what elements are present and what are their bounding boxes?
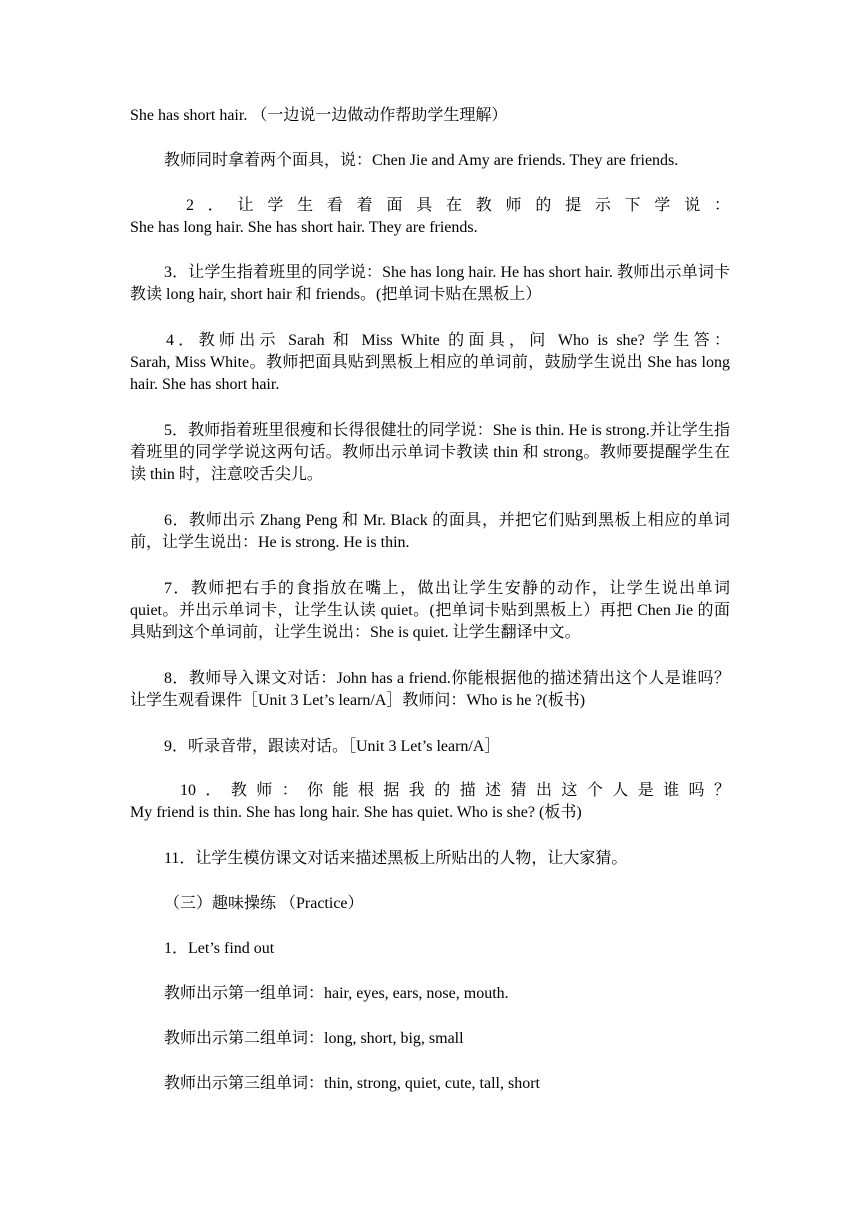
paragraph-5-line-1: 4．教师出示 Sarah 和 Miss White 的面具，问 Who is she? 学生答： — [166, 332, 730, 349]
paragraph-2: 教师同时拿着两个面具，说：Chen Jie and Amy are friends. They are friends. — [164, 152, 679, 169]
paragraph-13: 1．Let’s find out — [164, 940, 275, 957]
paragraph-5-line-2: Sarah, Miss White。教师把面具贴到黑板上相应的单词前，鼓励学生说出 She has long hair. She has short hair. — [130, 354, 730, 393]
paragraph-11-line-2: My friend is thin. She has long hair. She has quiet. Who is she? (板书) — [130, 804, 582, 821]
paragraph-3 — [130, 195, 730, 239]
paragraph-11 — [130, 780, 730, 824]
paragraph-14: 教师出示第一组单词：hair, eyes, ears, nose, mouth. — [164, 985, 509, 1002]
paragraph-16: 教师出示第三组单词：thin, strong, quiet, cute, tall, short — [164, 1075, 540, 1092]
paragraph-5 — [130, 330, 730, 396]
section-heading-practice: （三）趣味操练 （Practice） — [164, 895, 364, 912]
paragraph-8: 7．教师把右手的食指放在嘴上，做出让学生安静的动作，让学生说出单词 quiet。并出示单词卡，让学生认读 quiet。(把单词卡贴到黑板上）再把 Chen Jie 的面具贴到这个单词前，让学生说出：She is quiet. 让学生翻译中文。 — [130, 580, 730, 641]
paragraph-6: 5．教师指着班里很瘦和长得很健壮的同学说：She is thin. He is strong.并让学生指着班里的同学学说这两句话。教师出示单词卡教读 thin 和 strong。教师要提醒学生在读 thin 时，注意咬舌尖儿。 — [130, 422, 730, 483]
paragraph-1: She has short hair. （一边说一边做动作帮助学生理解） — [130, 107, 508, 124]
paragraph-4: 3．让学生指着班里的同学说：She has long hair. He has short hair. 教师出示单词卡教读 long hair, short hair 和 friends。(把单词卡贴在黑板上） — [130, 264, 730, 303]
paragraph-7: 6．教师出示 Zhang Peng 和 Mr. Black 的面具，并把它们贴到黑板上相应的单词前，让学生说出：He is strong. He is thin. — [130, 512, 730, 551]
paragraph-11-line-1: 10．教师：你能根据我的描述猜出这个人是谁吗？ — [180, 782, 730, 799]
paragraph-15: 教师出示第二组单词：long, short, big, small — [164, 1030, 464, 1047]
paragraph-3-line-2: She has long hair. She has short hair. They are friends. — [130, 219, 478, 236]
paragraph-3-line-1: 2．让学生看着面具在教师的提示下学说： — [186, 197, 730, 214]
paragraph-12: 11．让学生模仿课文对话来描述黑板上所贴出的人物，让大家猜。 — [164, 850, 628, 867]
paragraph-9: 8．教师导入课文对话：John has a friend.你能根据他的描述猜出这个人是谁吗？让学生观看课件［Unit 3 Let’s learn/A］教师问：Who is he ?(板书) — [130, 670, 730, 709]
paragraph-10: 9．听录音带，跟读对话。［Unit 3 Let’s learn/A］ — [164, 738, 501, 755]
